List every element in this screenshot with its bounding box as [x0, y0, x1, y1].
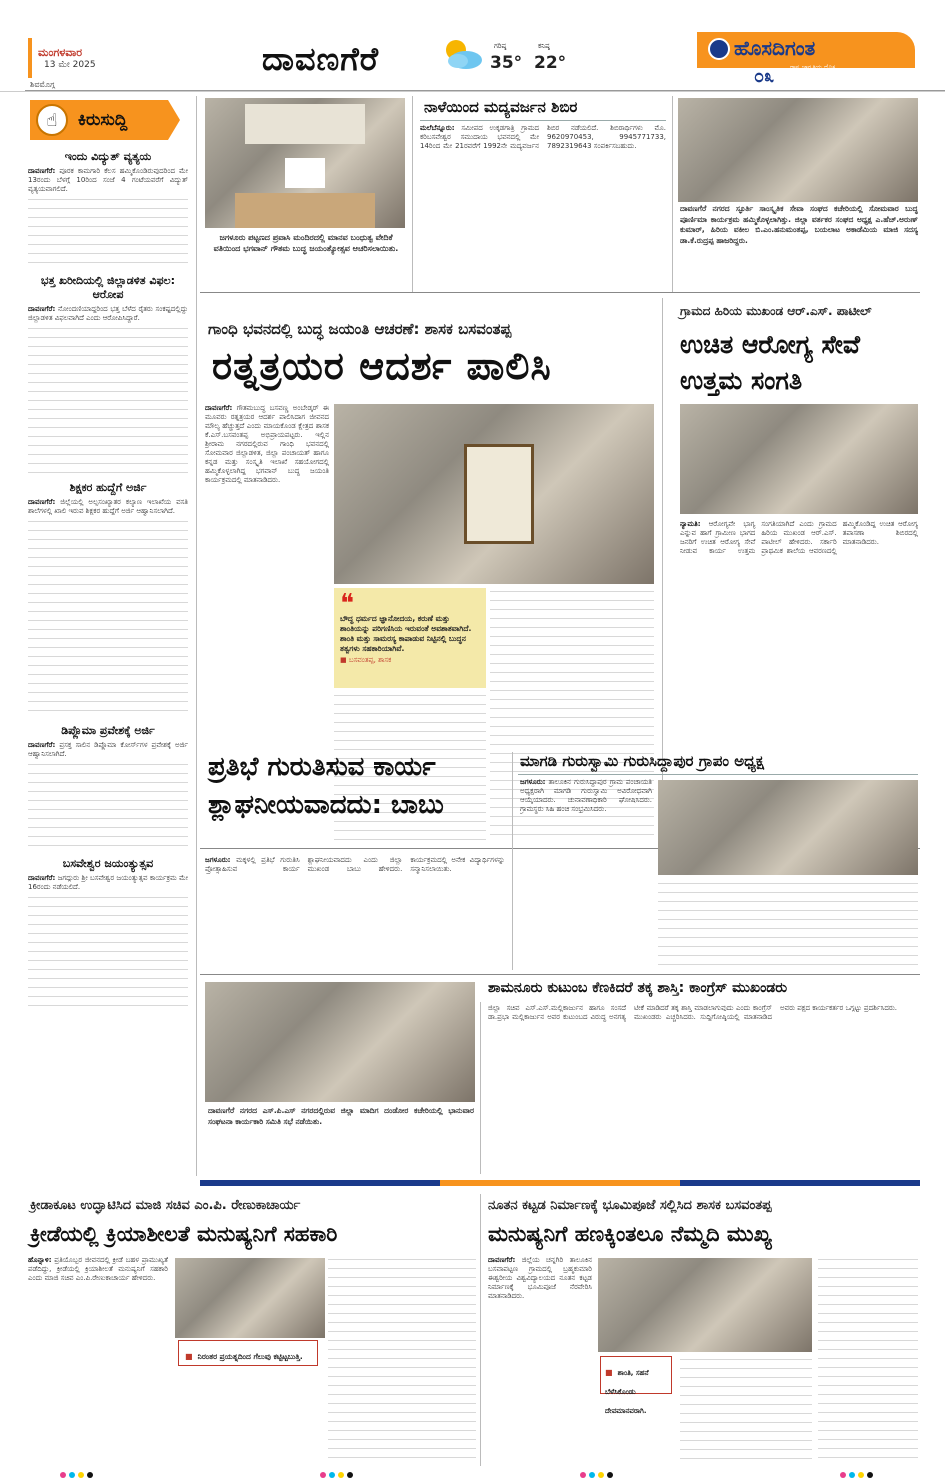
camp-text: ಸಮೀಪದ ಉಕ್ಕಡಗಾತ್ರಿ ಗ್ರಾಮದ ಕರಿಬಸವೇಶ್ವರ ಸಮುದಾಯ ಭವನದಲ್ಲಿ ಮೇ 14ರಿಂದ ಮೇ 21ರವರೆಗೆ 1992ನೇ ಮದ್ಯವರ್ಜನ ಶಿಬಿರ ನಡೆಯಲಿದೆ. ಶಿಬಿರಾರ್ಥಿಗಳು ಮೊ. 9620970453, 9945771733, 7892319643 ಸಂಪರ್ಕಿಸಬಹುದು.: [420, 124, 666, 150]
brief-body: ನೋಂದಣಿಯಾದ್ದರಿಂದ ಭತ್ತ ಬೆಳೆದ ರೈತರು ಸಂಕಷ್ಟದಲ್ಲಿದ್ದು ಜಿಲ್ಲಾಡಳಿತ ವಿಫಲವಾಗಿದೆ ಎಂದು ಆರೋಪಿಸಿದ್ದಾರೆ.: [28, 305, 188, 322]
lead-place: ದಾವಣಗೆರೆ:: [205, 404, 233, 412]
building-kicker: ನೂತನ ಕಟ್ಟಡ ನಿರ್ಮಾಣಕ್ಕೆ ಭೂಮಿಪೂಜೆ ಸಲ್ಲಿಸಿದ ಶಾಸಕ ಬಸವಂತಪ್ಪ: [488, 1198, 772, 1213]
min-temp: 22°: [534, 53, 567, 73]
paper-logo: ಹೊಸದಿಗಂತ: [734, 36, 816, 60]
lead-photo: [334, 404, 654, 584]
sports-photo: [175, 1258, 325, 1338]
brief-item: [28, 724, 188, 851]
lead-quote: ಬೌದ್ಧ ಧರ್ಮದ ಜ್ಞಾನೋದಯ, ಕರುಣೆ ಮತ್ತು ಶಾಂತಿಯನ್ನು ಪರಿಗಣಿಸಿಯ ಇರುವಂತೆ ಅವಶಾತವಾಗಿದೆ. ಶಾಂತಿ ಮತ್ತು ಸಾಮರಸ್ಯ ಕಾಪಾಡುವ ನಿಟ್ಟಿನಲ್ಲಿ ಬುದ್ಧನ ತತ್ವಗಳು ಸಹಕಾರಿಯಾಗಿವೆ.: [340, 614, 472, 653]
registration-marks-center-left: [320, 1472, 353, 1478]
health-text: ಆರೋಗ್ಯವೇ ಭಾಗ್ಯ ಎನ್ನುವ ಹಾಗೆ ಗ್ರಾಮೀಣ ಭಾಗದ ಜನರಿಗೆ ಉಚಿತ ಆರೋಗ್ಯ ಸೇವೆ ನೀಡುವ ಕಾರ್ಯ ಉತ್ತಮ ಸಂಗತಿಯಾಗಿದೆ ಎಂದು ಗ್ರಾಮದ ಹಿರಿಯ ಮುಖಂಡ ಆರ್.ಎಸ್. ಪಾಟೀಲ್ ಹೇಳಿದರು. ಸರ್ಕಾರಿ ಪ್ರಾಥಮಿಕ ಶಾಲೆಯ ಆವರಣದಲ್ಲಿ ಹಮ್ಮಿಕೊಂಡಿದ್ದ ಉಚಿತ ಆರೋಗ್ಯ ತಪಾಸಣಾ ಶಿಬಿರದಲ್ಲಿ ಮಾತನಾಡಿದರು.: [680, 520, 918, 555]
brief-item: [28, 857, 188, 1014]
lead-headline: ರತ್ನತ್ರಯರ ಆದರ್ಶ ಪಾಲಿಸಿ: [212, 344, 552, 388]
brief-headline: ಡಿಪ್ಲೊಮಾ ಪ್ರವೇಶಕ್ಕೆ ಅರ್ಜಿ: [61, 724, 155, 737]
brief-filler: [28, 325, 188, 475]
brief-place: ದಾವಣಗೆರೆ:: [28, 498, 56, 506]
magadi-text: ತಾಲೂಕಿನ ಗುರುಸಿದ್ದಾಪುರ ಗ್ರಾಮ ಪಂಚಾಯತಿ ಅಧ್ಯಕ್ಷರಾಗಿ ಮಾಗಡಿ ಗುರುಸ್ವಾಮಿ ಅವಿರೋಧವಾಗಿ ಆಯ್ಕೆಯಾದರು. ಚುನಾವಣಾಧಿಕಾರಿ ಘೋಷಿಸಿದರು. ಗ್ರಾಮಸ್ಥರು ಸಿಹಿ ಹಂಚಿ ಸಂಭ್ರಮಿಸಿದರು.: [520, 778, 652, 813]
brief-body: ಜಗದ್ಗುರು ಶ್ರೀ ಬಸವೇಶ್ವರ ಜಯಂತ್ಯುತ್ಸವ ಕಾರ್ಯಕ್ರಮ ಮೇ 16ರಂದು ನಡೆಯಲಿದೆ.: [28, 874, 188, 891]
brief-body: ಪ್ರಸಕ್ತ ಸಾಲಿನ ಡಿಪ್ಲೊಮಾ ಕೋರ್ಸ್‌ಗಳ ಪ್ರವೇಶಕ್ಕೆ ಅರ್ಜಿ ಆಹ್ವಾನಿಸಲಾಗಿದೆ.: [28, 741, 188, 758]
health-headline-line1: ಉಚಿತ ಆರೋಗ್ಯ ಸೇವೆ: [680, 330, 860, 359]
camp-body: [420, 124, 666, 286]
masthead-left-bar: [28, 38, 32, 78]
building-text: ಜಿಲ್ಲೆಯ ಚನ್ನಗಿರಿ ತಾಲೂಕಿನ ಬಸವಾಪಟ್ಟಣ ಗ್ರಾಮದಲ್ಲಿ ಬ್ರಹ್ಮಕುಮಾರಿ ಈಶ್ವರೀಯ ವಿಶ್ವವಿದ್ಯಾಲಯದ ನೂತನ ಕಟ್ಟಡ ನಿರ್ಮಾಣಕ್ಕೆ ಭೂಮಿಪೂಜೆ ನೆರವೇರಿಸಿ ಮಾತನಾಡಿದರು.: [488, 1256, 592, 1300]
briefs-column: [28, 150, 188, 1090]
brief-headline: ಭತ್ತ ಖರೀದಿಯಲ್ಲಿ ಜಿಲ್ಲಾಡಳಿತ ವಿಫಲ: ಆರೋಪ: [40, 274, 176, 301]
kirusuddi-title: ಕಿರುಸುದ್ದಿ: [78, 110, 128, 130]
magadi-body: [520, 778, 652, 968]
brief-body: ಪೂರಕ ಕಾಮಗಾರಿ ಕೆಲಸ ಹಮ್ಮಿಕೊಂಡಿರುವುದರಿಂದ ಮೇ 13ರಂದು ಬೆಳಗ್ಗೆ 10ರಿಂದ ಸಂಜೆ 4 ಗಂಟೆಯವರೆಗೆ ವಿದ್ಯುತ್ ವ್ಯತ್ಯಯವಾಗಲಿದೆ.: [28, 167, 188, 193]
max-temp: 35°: [490, 53, 523, 73]
masthead: [0, 0, 945, 92]
max-temp-label: ಗರಿಷ್ಠ: [494, 42, 507, 50]
sports-headline: ಕ್ರೀಡೆಯಲ್ಲಿ ಕ್ರಿಯಾಶೀಲತೆ ಮನುಷ್ಯನಿಗೆ ಸಹಕಾರಿ: [30, 1222, 338, 1246]
bullet-icon: ■: [185, 1352, 193, 1361]
talent-headline-line2: ಶ್ಲಾಘನೀಯವಾದದು: ಬಾಬು: [208, 790, 444, 820]
shamanur-photo: [205, 982, 475, 1102]
brief-filler: [28, 196, 188, 268]
building-body: [488, 1256, 592, 1466]
brief-filler: [28, 518, 188, 718]
sports-body: [28, 1256, 168, 1466]
brief-place: ದಾವಣಗೆರೆ:: [28, 741, 56, 749]
health-place: ನ್ಯಾಮತಿ:: [680, 520, 701, 528]
magadi-place: ಜಗಳೂರು:: [520, 778, 546, 786]
brief-item: [28, 274, 188, 475]
min-temp-label: ಕನಿಷ್ಠ: [538, 42, 550, 50]
registration-marks-left: [60, 1472, 93, 1478]
brief-item: [28, 150, 188, 268]
brief-body: ಜಿಲ್ಲೆಯಲ್ಲಿ ಅಲ್ಪಸಂಖ್ಯಾತರ ಕಲ್ಯಾಣ ಇಲಾಖೆಯ ವಸತಿ ಶಾಲೆಗಳಲ್ಲಿ ಖಾಲಿ ಇರುವ ಶಿಕ್ಷಕರ ಹುದ್ದೆಗೆ ಅರ್ಜಿ ಆಹ್ವಾನಿಸಲಾಗಿದೆ.: [28, 498, 188, 515]
talent-place: ಜಗಳೂರು:: [205, 856, 231, 864]
brief-place: ದಾವಣಗೆರೆ:: [28, 167, 56, 175]
shamanur-text: ಜಿಲ್ಲಾ ಸಚಿವ ಎಸ್.ಎಸ್.ಮಲ್ಲಿಕಾರ್ಜುನ ಹಾಗೂ ಸಂಸದೆ ಡಾ.ಪ್ರಭಾ ಮಲ್ಲಿಕಾರ್ಜುನ ಅವರ ಕುಟುಂಬದ ವಿರುದ್ಧ ಅನಗತ್ಯ ಟೀಕೆ ಮಾಡಿದರೆ ತಕ್ಕ ಶಾಸ್ತಿ ಮಾಡಲಾಗುವುದು ಎಂದು ಕಾಂಗ್ರೆಸ್ ಮುಖಂಡರು ಎಚ್ಚರಿಸಿದರು. ಸುದ್ದಿಗೋಷ್ಠಿಯಲ್ಲಿ ಮಾತನಾಡಿದ ಅವರು ಪಕ್ಷದ ಕಾರ್ಯಕರ್ತರ ಒಗ್ಗಟ್ಟು ಪ್ರದರ್ಶಿಸಿದರು.: [488, 1004, 898, 1021]
paper-tagline: ರಾಷ್ಟ್ರ ಜಾಗೃತಿಯ ದೈನಿಕ: [790, 64, 836, 71]
building-place: ದಾವಣಗೆರೆ:: [488, 1256, 516, 1264]
column-divider: [196, 96, 197, 1176]
health-headline-line2: ಉತ್ತಮ ಸಂಗತಿ: [680, 366, 803, 395]
lead-quote-box: [334, 588, 486, 688]
lead-text: ಗೌತಮಬುದ್ಧ ಬಸವಣ್ಣ ಅಂಬೇಡ್ಕರ್ ಈ ಮೂವರು ರತ್ನತ್ರಯರ ಆದರ್ಶ ಪಾಲಿಸಿದಾಗ ಜೀವನದ ಮೌಲ್ಯ ಹೆಚ್ಚುತ್ತದೆ ಎಂದು ಮಾಯಕೊಂಡ ಕ್ಷೇತ್ರದ ಶಾಸಕ ಕೆ.ಎಸ್.ಬಸವಂತಪ್ಪ ಅಭಿಪ್ರಾಯಪಟ್ಟರು. ಇಲ್ಲಿನ ಶ್ರೀರಾಮ ನಗರದಲ್ಲಿರುವ ಗಾಂಧಿ ಭವನದಲ್ಲಿ ಸೋಮವಾರ ಜಿಲ್ಲಾಡಳಿತ, ಜಿಲ್ಲಾ ಪಂಚಾಯತ್ ಹಾಗೂ ಕನ್ನಡ ಮತ್ತು ಸಂಸ್ಕೃತಿ ಇಲಾಖೆ ಸಹಯೋಗದಲ್ಲಿ ಹಮ್ಮಿಕೊಳ್ಳಲಾಗಿದ್ದ ಭಗವಾನ್ ಬುದ್ಧ ಜಯಂತಿ ಕಾರ್ಯಕ್ರಮದಲ್ಲಿ ಮಾತನಾಡಿದರು.: [205, 404, 329, 484]
masthead-divider: [25, 90, 945, 91]
paper-logo-icon: [708, 38, 730, 60]
hand-icon: ☝: [36, 104, 68, 136]
bullet-icon: ■: [605, 1368, 613, 1377]
camp-place: ಮಲೆಬೆನ್ನೂರು:: [420, 124, 455, 132]
building-body-cont: [680, 1356, 812, 1466]
talent-body: [205, 856, 505, 968]
registration-marks-right: [840, 1472, 873, 1478]
sphurti-event-photo: [678, 98, 918, 202]
shamanur-headline: ಶಾಮನೂರು ಕುಟುಂಬ ಕೆಣಕಿದರೆ ತಕ್ಕ ಶಾಸ್ತಿ: ಕಾಂಗ್ರೆಸ್ ಮುಖಂಡರು: [488, 980, 788, 996]
registration-marks-center-right: [580, 1472, 613, 1478]
building-pull-text: ಶಾಂತಿ, ಸಹನೆ ಬೆಳೆಸಿಕೊಂಡು ದೇವಮಾನವರಾಗಿ.: [605, 1369, 649, 1415]
sports-pull-quote: [178, 1340, 318, 1366]
brief-headline: ಶಿಕ್ಷಕರ ಹುದ್ದೆಗೆ ಅರ್ಜಿ: [69, 481, 147, 494]
shamanur-body: [488, 1004, 918, 1172]
brief-headline: ಇಂದು ವಿದ್ಯುತ್ ವ್ಯತ್ಯಯ: [64, 150, 152, 163]
page-number: ೦೩: [754, 66, 775, 87]
lead-quote-by: ■ ಬಸವಂತಪ್ಪ, ಶಾಸಕ: [340, 656, 392, 664]
buddha-event-photo: [205, 98, 405, 228]
lead-kicker: ಗಾಂಧಿ ಭವನದಲ್ಲಿ ಬುದ್ಧ ಜಯಂತಿ ಆಚರಣೆ: ಶಾಸಕ ಬಸವಂತಪ್ಪ: [208, 320, 512, 338]
sports-place: ಹೊನ್ನಾಳಿ:: [28, 1256, 52, 1264]
brief-place: ದಾವಣಗೆರೆ:: [28, 874, 56, 882]
location: ಶಿವಮೊಗ್ಗ: [30, 80, 55, 89]
camp-headline: ನಾಳೆಯಿಂದ ಮದ್ಯವರ್ಜನ ಶಿಬಿರ: [424, 98, 578, 116]
sports-pull-text: ನಿರಂತರ ಪ್ರಯತ್ನದಿಂದ ಗೆಲುವು ಕಟ್ಟಿಟ್ಟಬುತ್ತಿ.: [197, 1352, 303, 1361]
quote-icon: ❝: [340, 589, 354, 619]
magadi-headline: ಮಾಗಡಿ ಗುರುಸ್ವಾಮಿ ಗುರುಸಿದ್ದಾಪುರ ಗ್ರಾಪಂ ಅಧ್ಯಕ್ಷ: [520, 752, 765, 770]
health-kicker: ಗ್ರಾಮದ ಹಿರಿಯ ಮುಖಂಡ ಆರ್.ಎಸ್. ಪಾಟೀಲ್: [680, 304, 872, 318]
brief-headline: ಬಸವೇಶ್ವರ ಜಯಂತ್ಯುತ್ಸವ: [62, 857, 154, 870]
buddha-event-caption: ಜಗಳೂರು ಪಟ್ಟಣದ ಪ್ರವಾಸಿ ಮಂದಿರದಲ್ಲಿ ಮಾನವ ಬಂಧುತ್ವ ವೇದಿಕೆ ವತಿಯಿಂದ ಭಗವಾನ್ ಗೌತಮ ಬುದ್ಧ ಜಯಂತ್ಯೋತ್ಸವ ಆಚರಿಸಲಾಯಿತು.: [213, 233, 399, 253]
sports-kicker: ಕ್ರೀಡಾಕೂಟ ಉದ್ಘಾಟಿಸಿದ ಮಾಜಿ ಸಚಿವ ಎಂ.ಪಿ. ರೇಣುಕಾಚಾರ್ಯ: [30, 1198, 301, 1213]
magadi-photo: [658, 780, 918, 875]
date: 13 ಮೇ 2025: [44, 60, 96, 70]
shamanur-caption: ದಾವಣಗೆರೆ ನಗರದ ಎಸ್.ಪಿ.ಎಸ್ ನಗರದಲ್ಲಿರುವ ಜಿಲ್ಲಾ ಮಾದಿಗ ದಂಡೋರ ಕಚೇರಿಯಲ್ಲಿ ಭಾನುವಾರ ಸಂಘಟನಾ ಕಾರ್ಯಕಾರಿ ಸಮಿತಿ ಸಭೆ ನಡೆಯಿತು.: [208, 1106, 474, 1126]
talent-headline-line1: ಪ್ರತಿಭೆ ಗುರುತಿಸುವ ಕಾರ್ಯ: [208, 752, 436, 782]
brief-filler: [28, 761, 188, 851]
day: ಮಂಗಳವಾರ: [38, 46, 83, 59]
brief-item: [28, 481, 188, 718]
sports-text: ಪ್ರತಿಯೊಬ್ಬರ ಜೀವನದಲ್ಲಿ ಕ್ರೀಡೆ ಬಹಳ ಪ್ರಾಮುಖ್ಯತೆ ಪಡೆದಿದ್ದು, ಕ್ರೀಡೆಯಲ್ಲಿ ಕ್ರಿಯಾಶೀಲತೆ ಮನುಷ್ಯನಿಗೆ ಸಹಕಾರಿ ಎಂದು ಮಾಜಿ ಸಚಿವ ಎಂ.ಪಿ.ರೇಣುಕಾಚಾರ್ಯ ಹೇಳಿದರು.: [28, 1256, 168, 1282]
section-color-bar: [200, 1180, 920, 1186]
talent-text: ಮಕ್ಕಳಲ್ಲಿ ಪ್ರತಿಭೆ ಗುರುತಿಸಿ ಪ್ರೋತ್ಸಾಹಿಸುವ ಕಾರ್ಯ ಶ್ಲಾಘನೀಯವಾದದು ಎಂದು ಜಿಲ್ಲಾ ಮುಖಂಡ ಬಾಬು ಹೇಳಿದರು. ಕಾರ್ಯಕ್ರಮದಲ್ಲಿ ಅನೇಕ ವಿದ್ಯಾರ್ಥಿಗಳನ್ನು ಸನ್ಮಾನಿಸಲಾಯಿತು.: [205, 856, 505, 873]
city-name: ದಾವಣಗೆರೆ: [262, 40, 380, 78]
building-pull-quote: [600, 1356, 672, 1415]
sphurti-event-caption: ದಾವಣಗೆರೆ ನಗರದ ಸ್ಫೂರ್ತಿ ಸಾಂಸ್ಕೃತಿಕ ಸೇವಾ ಸಂಘದ ಕಚೇರಿಯಲ್ಲಿ ಸೋಮವಾರ ಬುದ್ಧ ಪೂರ್ಣಿಮಾ ಕಾರ್ಯಕ್ರಮ ಹಮ್ಮಿಕೊಳ್ಳಲಾಗಿತ್ತು. ಜಿಲ್ಲಾ ವರ್ತಕರ ಸಂಘದ ಅಧ್ಯಕ್ಷ ಎ.ಹೆಚ್.ಅರುಣ್ ಕುಮಾರ್, ಹಿರಿಯ ವಕೀಲ ಬಿ.ಎಂ.ಹನುಮಂತಪ್ಪ, ಬಯಲಾಟ ಅಕಾಡೆಮಿಯ ಮಾಜಿ ಸದಸ್ಯ ಡಾ.ಕೆ.ರುದ್ರಪ್ಪ ಹಾಜರಿದ್ದರು.: [680, 204, 918, 245]
building-headline: ಮನುಷ್ಯನಿಗೆ ಹಣಕ್ಕಿಂತಲೂ ನೆಮ್ಮದಿ ಮುಖ್ಯ: [488, 1222, 772, 1246]
sports-body-cont: [328, 1256, 476, 1466]
building-photo: [598, 1258, 812, 1352]
brief-filler: [28, 894, 188, 1014]
weather-icon: [438, 36, 484, 70]
magadi-body-cont: [658, 880, 918, 968]
brief-place: ದಾವಣಗೆರೆ:: [28, 305, 56, 313]
health-photo: [680, 404, 918, 514]
building-body-right: [818, 1256, 918, 1466]
